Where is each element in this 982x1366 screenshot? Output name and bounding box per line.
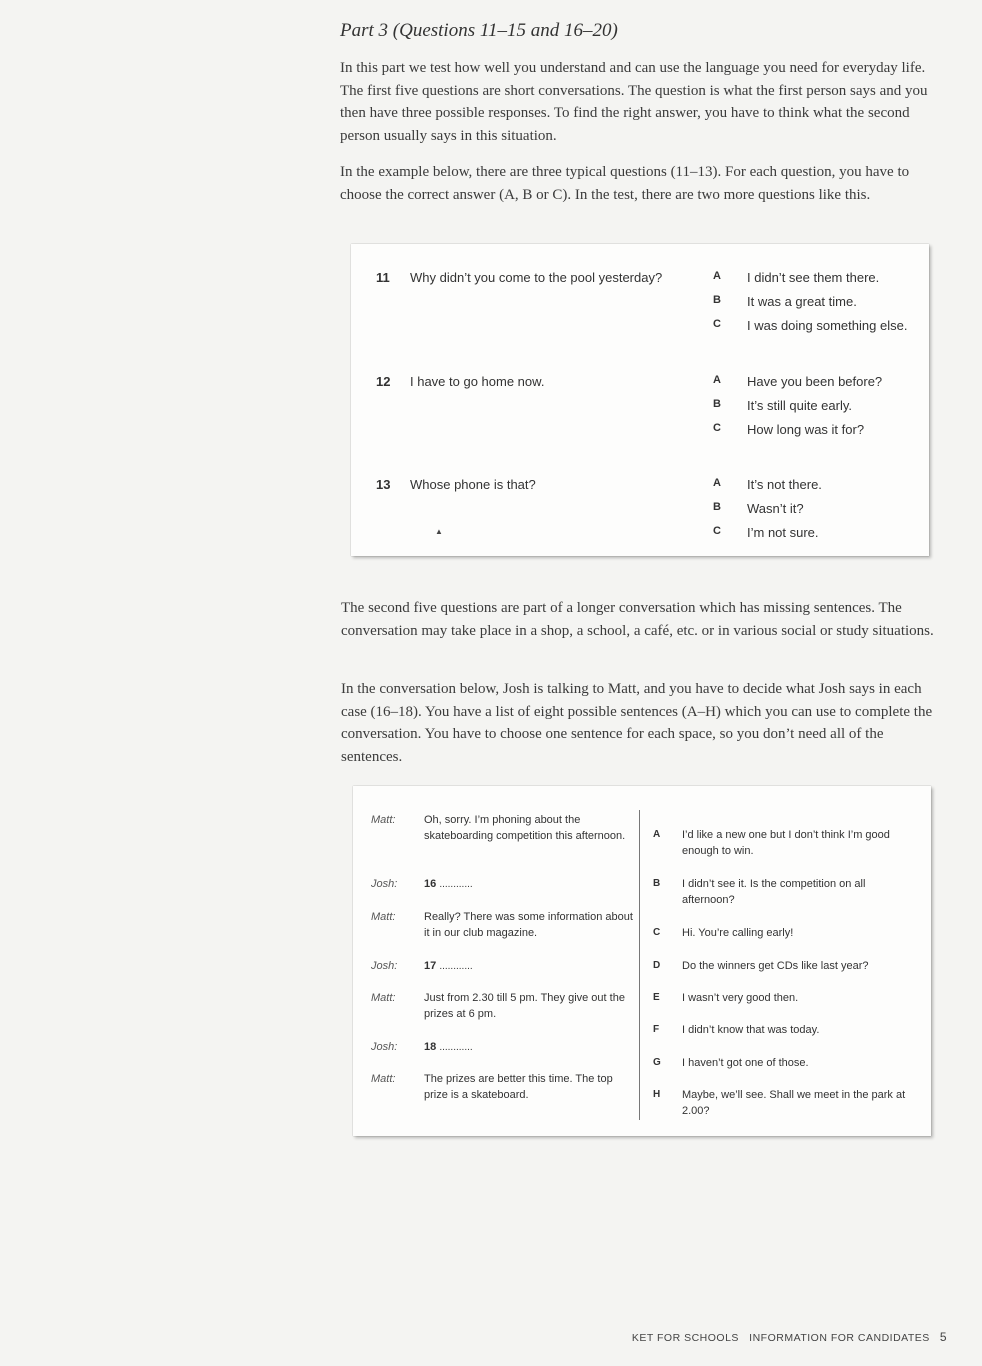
question-number: 11 — [376, 270, 390, 285]
speaker: Matt: — [371, 992, 396, 1004]
gap-dots: ............ — [439, 879, 473, 890]
choice-text: I haven’t got one of those. — [682, 1057, 809, 1069]
question-number: 13 — [376, 477, 391, 492]
choice-letter: B — [653, 878, 661, 889]
option-letter: A — [713, 270, 721, 282]
question-11 — [351, 244, 929, 340]
speaker: Matt: — [371, 1073, 396, 1085]
gap-number: 17 — [424, 960, 437, 972]
choice-letter: H — [653, 1089, 661, 1100]
triangle-icon: ▲ — [435, 527, 443, 536]
option-letter: C — [713, 422, 721, 434]
option-letter: C — [713, 318, 721, 330]
column-divider — [639, 810, 640, 1120]
conversation-instruction-paragraph: In the conversation below, Josh is talking to Matt, and you have to decide what Josh says in each case (16–18). You have a list of eight possible sentences (A–H) which you can use to complete the conversation. You have to choose one sentence for each space, so you don’t need all of the sentences. — [341, 681, 933, 765]
choice-letter: G — [653, 1057, 661, 1068]
page-number: 5 — [939, 1330, 947, 1344]
option-text: I’m not sure. — [747, 525, 819, 540]
choice-letter: E — [653, 992, 660, 1003]
question-text: Why didn’t you come to the pool yesterday? — [410, 270, 663, 285]
question-12 — [351, 348, 929, 444]
question-text: I have to go home now. — [410, 374, 545, 389]
option-letter: A — [713, 374, 721, 386]
speaker: Josh: — [371, 878, 398, 890]
speaker: Josh: — [371, 1041, 398, 1053]
option-text: I was doing something else. — [747, 318, 908, 333]
gap — [424, 958, 634, 975]
conversation-intro-paragraph: The second five questions are part of a longer conversation which has missing sentences. The conversation may take place in a shop, a school, a café, etc. or in various social or study situations. — [341, 600, 934, 639]
choice-letter: F — [653, 1024, 660, 1035]
option-text: Wasn’t it? — [747, 501, 804, 516]
option-letter: B — [713, 294, 721, 306]
speaker: Matt: — [371, 814, 396, 826]
gap-dots: ............ — [439, 1042, 473, 1053]
choice-text: Maybe, we’ll see. Shall we meet in the park at 2.00? — [682, 1089, 906, 1117]
gap — [424, 876, 634, 893]
choice-text: I didn’t know that was today. — [682, 1024, 820, 1036]
gap-number: 16 — [424, 878, 437, 890]
conversation-box — [353, 786, 931, 1136]
option-text: It’s still quite early. — [747, 398, 853, 413]
option-letter: A — [713, 477, 721, 489]
choice-text: I wasn’t very good then. — [682, 992, 799, 1004]
choice-letter: C — [653, 927, 661, 938]
option-text: It’s not there. — [747, 477, 822, 492]
option-text: It was a great time. — [747, 294, 857, 309]
gap-number: 18 — [424, 1041, 437, 1053]
intro-paragraph: In this part we test how well you understand and can use the language you need for everyday life. The first five questions are short conversations. The question is what the first person says and you then have three possible responses. To find the right answer, you have to think what the second person usually says in this situation. — [340, 60, 928, 144]
choice-letter: D — [653, 960, 661, 971]
option-letter: B — [713, 501, 721, 513]
example-instruction-paragraph: In the example below, there are three typical questions (11–13). For each question, you have to choose the correct answer (A, B or C). In the test, there are two more questions like this. — [340, 164, 910, 203]
question-number: 12 — [376, 374, 391, 389]
choice-text: Do the winners get CDs like last year? — [682, 960, 869, 972]
gap-dots: ............ — [439, 961, 473, 972]
footer-text: KET FOR SCHOOLS INFORMATION FOR CANDIDATES — [631, 1332, 930, 1344]
choice-text: Hi. You’re calling early! — [682, 927, 794, 939]
option-text: I didn’t see them there. — [747, 270, 880, 285]
gap — [424, 1039, 634, 1056]
example-questions-box — [351, 244, 929, 556]
line-text: The prizes are better this time. The top prize is a skateboard. — [424, 1073, 613, 1101]
speaker: Matt: — [371, 911, 396, 923]
choice-letter: A — [653, 829, 661, 840]
choice-text: I didn’t see it. Is the competition on all afternoon? — [682, 878, 866, 906]
line-text: Just from 2.30 till 5 pm. They give out the prizes at 6 pm. — [424, 992, 625, 1020]
option-letter: C — [713, 525, 721, 537]
section-heading: Part 3 (Questions 11–15 and 16–20) — [340, 20, 618, 41]
option-letter: B — [713, 398, 721, 410]
line-text: Oh, sorry. I’m phoning about the skateboarding competition this afternoon. — [424, 814, 626, 842]
line-text: Really? There was some information about it in our club magazine. — [424, 911, 633, 939]
speaker: Josh: — [371, 960, 398, 972]
question-text: Whose phone is that? — [410, 477, 536, 492]
page-footer — [632, 1330, 947, 1344]
option-text: Have you been before? — [747, 374, 883, 389]
choice-text: I’d like a new one but I don’t think I’m good enough to win. — [682, 829, 890, 857]
option-text: How long was it for? — [747, 422, 865, 437]
